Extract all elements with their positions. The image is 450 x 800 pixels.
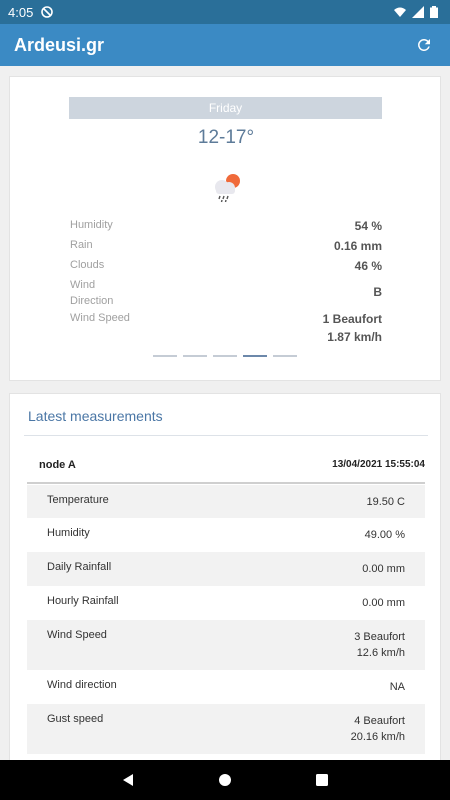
detail-value: 0.16 mm [333, 239, 382, 253]
forecast-day: Friday [69, 97, 382, 119]
measurement-label: Temperature [47, 494, 109, 506]
pager-dot[interactable] [153, 355, 177, 357]
measurement-row-gust-speed [27, 704, 425, 754]
detail-value: 54 % [354, 219, 382, 233]
measurement-label: Daily Rainfall [47, 561, 112, 573]
measurement-row-temperature [27, 485, 425, 518]
measurement-row-wind-direction [27, 670, 425, 704]
system-nav-bar [0, 760, 450, 800]
measurement-value: 19.50 C [366, 496, 405, 508]
measurements-card [9, 393, 441, 763]
measurement-value: 4 Beaufort 20.16 km/h [350, 715, 405, 743]
measurement-label: Wind Speed [47, 629, 107, 641]
home-icon[interactable] [215, 770, 235, 790]
refresh-icon[interactable] [412, 33, 436, 57]
pager-dot[interactable] [183, 355, 207, 357]
wifi-icon [394, 6, 406, 18]
measurement-row-wind-speed [27, 620, 425, 670]
battery-icon [430, 6, 442, 18]
recents-icon[interactable] [312, 770, 332, 790]
detail-value: 1 Beaufort 1.87 km/h [322, 312, 382, 344]
node-name: node A [39, 459, 76, 471]
app-bar [0, 24, 450, 66]
pager-dot[interactable] [213, 355, 237, 357]
detail-label: Wind Speed [70, 312, 130, 324]
measurement-label: Gust speed [47, 713, 104, 725]
status-bar [0, 0, 450, 24]
forecast-card[interactable] [9, 76, 441, 381]
cloud-sun-rain-icon [210, 171, 244, 203]
measurement-row-daily-rainfall [27, 552, 425, 586]
measurement-value: 0.00 mm [362, 563, 405, 575]
measurement-value: 0.00 mm [362, 597, 405, 609]
forecast-pager[interactable] [153, 355, 297, 357]
do-not-disturb-icon [41, 6, 53, 18]
app-title: Ardeusi.gr [14, 34, 105, 55]
measurement-label: Hourly Rainfall [47, 595, 119, 607]
measurement-value: NA [389, 681, 405, 693]
detail-label: Clouds [70, 259, 105, 271]
status-time: 4:05 [8, 4, 34, 20]
detail-value: B [373, 285, 382, 299]
detail-label: Wind Direction [70, 279, 114, 307]
measurements-title: Latest measurements [28, 408, 163, 424]
measurement-value: 3 Beaufort 12.6 km/h [354, 631, 405, 659]
node-timestamp: 13/04/2021 15:55:04 [332, 459, 425, 470]
measurement-row-humidity [27, 518, 425, 552]
back-icon[interactable] [118, 770, 138, 790]
signal-icon [412, 6, 424, 18]
pager-dot-active[interactable] [243, 355, 267, 357]
detail-label: Humidity [70, 219, 113, 231]
pager-dot[interactable] [273, 355, 297, 357]
measurement-value: 49.00 % [364, 529, 405, 541]
node-header [27, 450, 425, 484]
forecast-temp-range: 12-17° [197, 127, 255, 148]
measurement-row-hourly-rainfall [27, 586, 425, 620]
measurement-label: Wind direction [47, 679, 117, 691]
measurement-label: Humidity [47, 527, 90, 539]
divider [24, 435, 428, 436]
detail-label: Rain [70, 239, 93, 251]
detail-value: 46 % [354, 259, 382, 273]
